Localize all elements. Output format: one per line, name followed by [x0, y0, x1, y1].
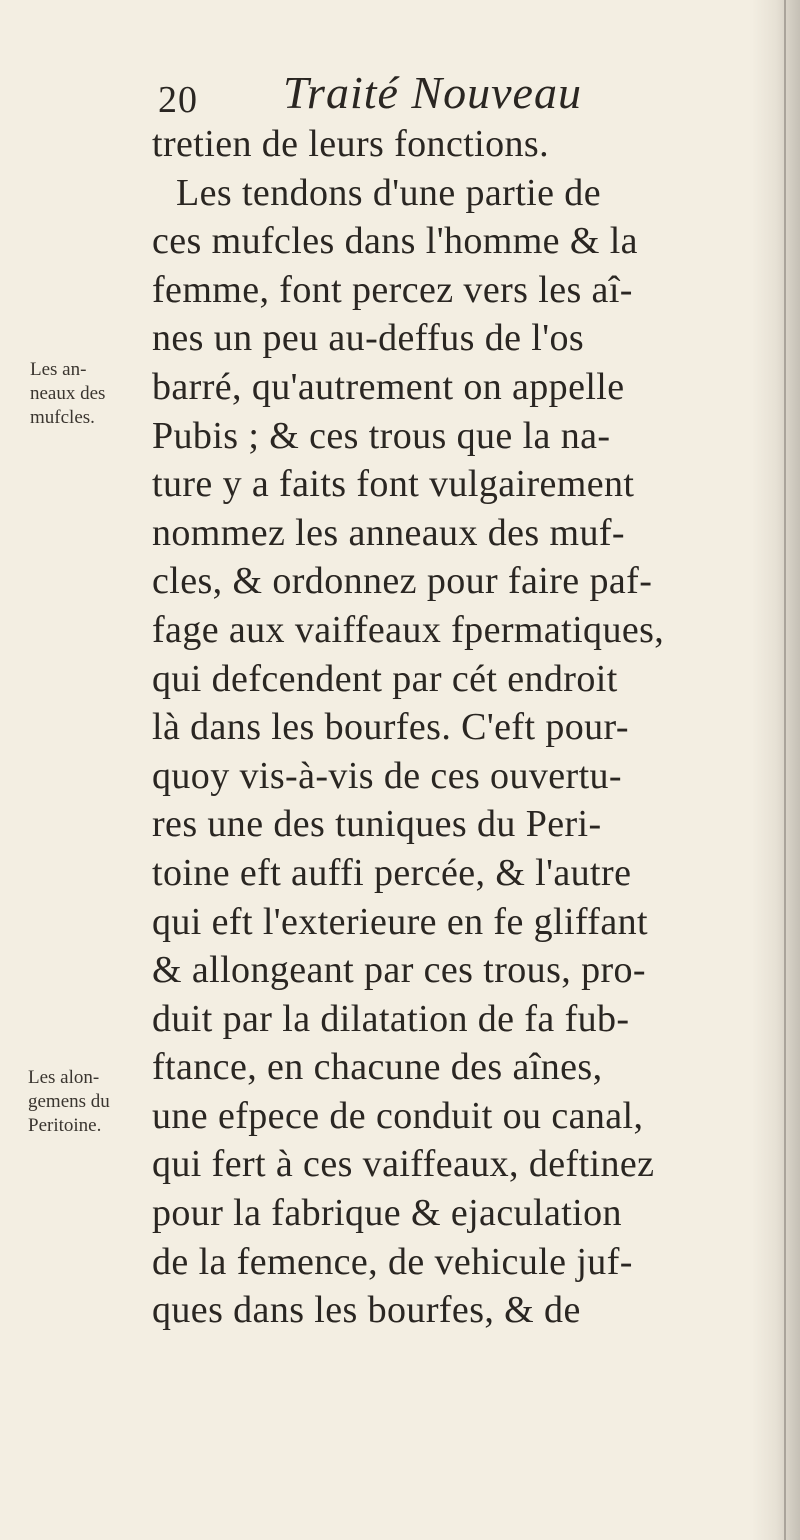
text-line: ftance, en chacune des aînes,: [152, 1046, 603, 1089]
text-line: ture y a faits font vulgairement: [152, 463, 635, 506]
text-line: nommez les anneaux des muf-: [152, 511, 625, 554]
page-number: 20: [158, 79, 198, 121]
text-line: nes un peu au-deffus de l'os: [152, 317, 585, 360]
text-line: Pubis ; & ces trous que la na-: [152, 414, 611, 457]
text-line: cles, & ordonnez pour faire paf-: [152, 560, 653, 603]
text-line: de la femence, de vehicule juf-: [152, 1240, 633, 1283]
text-line: toine eft auffi percée, & l'autre: [152, 851, 632, 894]
text-line: fage aux vaiffeaux fpermatiques,: [152, 608, 665, 651]
text-line: barré, qu'autrement on appelle: [152, 365, 625, 408]
text-line: quoy vis-à-vis de ces ouvertu-: [152, 754, 622, 797]
margin-note-line: neaux des: [30, 383, 106, 404]
text-line: ques dans les bourfes, & de: [152, 1289, 581, 1332]
page-edge: [784, 0, 786, 1540]
text-line: ces mufcles dans l'homme & la: [152, 220, 638, 263]
margin-note-line: Les an-: [30, 359, 87, 380]
margin-note-line: mufcles.: [30, 407, 95, 428]
running-title: Traité Nouveau: [283, 67, 582, 118]
text-line: pour la fabrique & ejaculation: [152, 1192, 622, 1235]
text-line: là dans les bourfes. C'eft pour-: [152, 706, 629, 749]
text-line: qui defcendent par cét endroit: [152, 657, 618, 700]
text-line: qui eft l'exterieure en fe gliffant: [152, 900, 648, 943]
text-line: une efpece de conduit ou canal,: [152, 1094, 644, 1137]
text-line: duit par la dilatation de fa fub-: [152, 997, 630, 1040]
margin-note-line: gemens du: [28, 1091, 110, 1112]
body-text: [152, 120, 772, 1335]
text-line: femme, font percez vers les aî-: [152, 268, 633, 311]
margin-note-line: Les alon-: [28, 1067, 100, 1088]
text-line: qui fert à ces vaiffeaux, deftinez: [152, 1143, 655, 1186]
text-line: & allongeant par ces trous, pro-: [152, 949, 646, 992]
margin-note-line: Peritoine.: [28, 1115, 102, 1136]
text-line: res une des tuniques du Peri-: [152, 803, 602, 846]
text-line: tretien de leurs fonctions.: [152, 123, 550, 165]
page-header: [158, 62, 758, 120]
text-line: Les tendons d'une partie de: [176, 171, 601, 214]
